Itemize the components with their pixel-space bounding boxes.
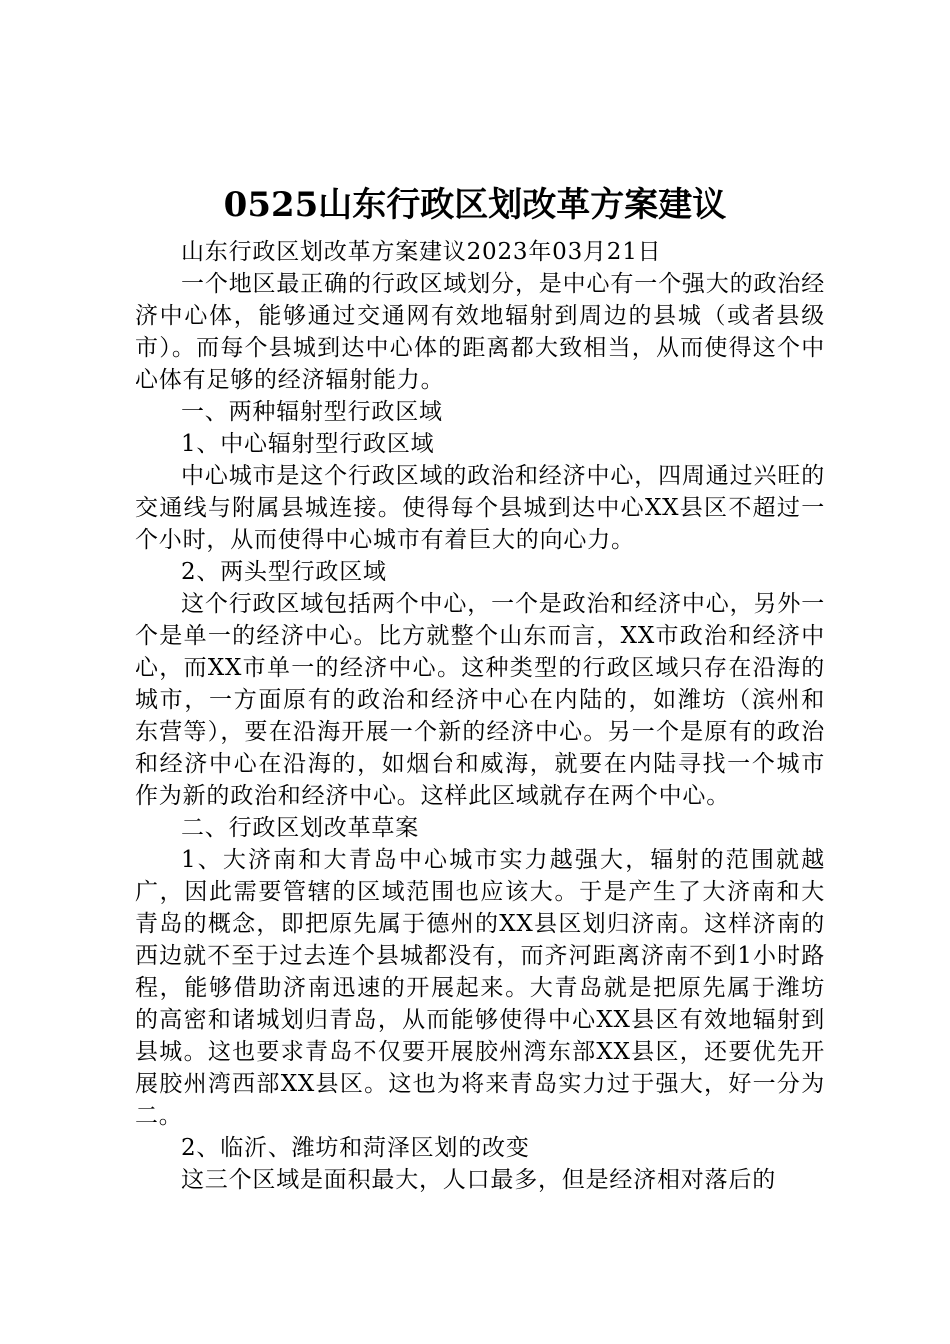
paragraph-date-line: 山东行政区划改革方案建议2023年03月21日 — [181, 239, 662, 265]
paragraph: 中心城市是这个行政区域的政治和经济中心，四周通过兴旺的交通线与附属县城连接。使得每个县城到达中心XX县区不超过一个小时，从而使得中心城市有着巨大的向心力。 — [135, 463, 825, 553]
paragraph: 1、大济南和大青岛中心城市实力越强大，辐射的范围就越广，因此需要管辖的区域范围也应该大。于是产生了大济南和大青岛的概念，即把原先属于德州的XX县区划归济南。这样济南的西边就不至于过去连个县城都没有，而齐河距离济南不到1小时路程，能够借助济南迅速的开展起来。大青岛就是把原先属于潍坊的高密和诸城划归青岛，从而能够使得中心XX县区有效地辐射到县城。这也要求青岛不仅要开展胶州湾东部XX县区，还要优先开展胶州湾西部XX县区。这也为将来青岛实力过于强大，好一分为二。 — [135, 847, 825, 1129]
paragraph: 这三个区域是面积最大，人口最多，但是经济相对落后的 — [181, 1167, 776, 1193]
document-title: 0525山东行政区划改革方案建议 — [223, 185, 727, 225]
paragraph-intro: 一个地区最正确的行政区域划分，是中心有一个强大的政治经济中心体，能够通过交通网有效地辐射到周边的县城（或者县级市）。而每个县城到达中心体的距离都大致相当，从而使得这个中心体有足够的经济辐射能力。 — [135, 271, 825, 393]
document-body — [135, 236, 825, 1196]
section-heading-1: 一、两种辐射型行政区域 — [181, 399, 443, 425]
subsection-heading-2-2: 2、临沂、潍坊和菏泽区划的改变 — [181, 1135, 530, 1161]
subsection-heading-1-2: 2、两头型行政区域 — [181, 559, 387, 585]
subsection-heading-1-1: 1、中心辐射型行政区域 — [181, 431, 435, 457]
section-heading-2: 二、行政区划改革草案 — [181, 815, 419, 841]
paragraph: 这个行政区域包括两个中心，一个是政治和经济中心，另外一个是单一的经济中心。比方就整个山东而言，XX市政治和经济中心，而XX市单一的经济中心。这种类型的行政区域只存在沿海的城市，一方面原有的政治和经济中心在内陆的，如潍坊（滨州和东营等），要在沿海开展一个新的经济中心。另一个是原有的政治和经济中心在沿海的，如烟台和威海，就要在内陆寻找一个城市作为新的政治和经济中心。这样此区域就存在两个中心。 — [135, 591, 825, 809]
